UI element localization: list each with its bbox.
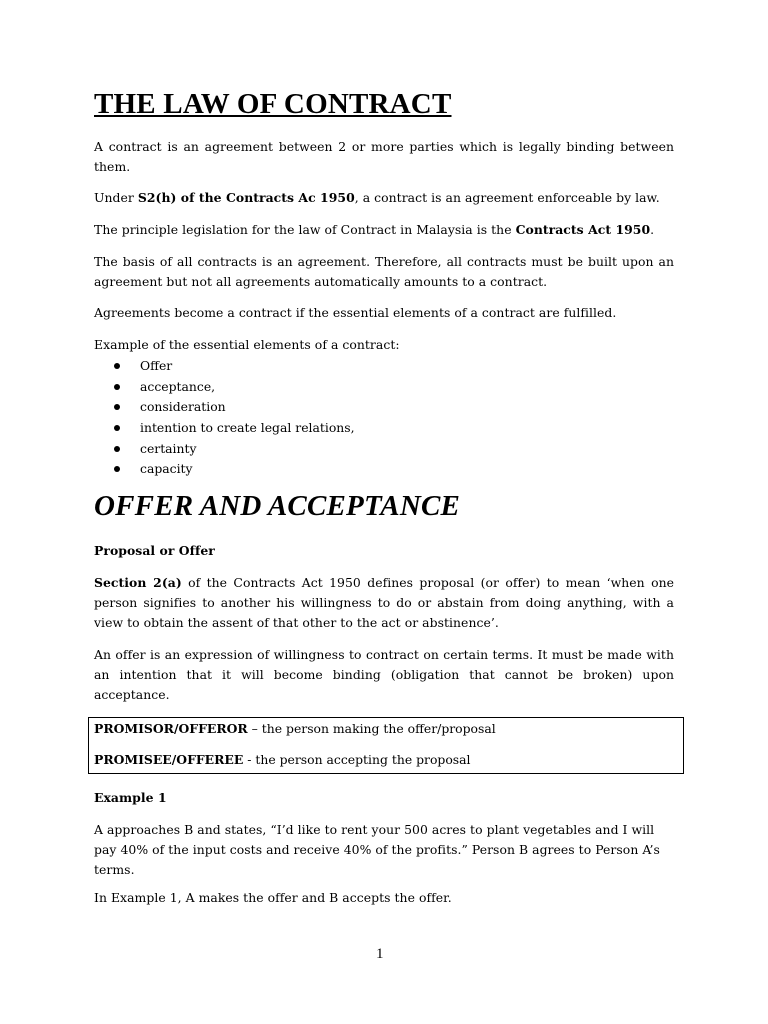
paragraph-s2h-bold: S2(h) of the Contracts Ac 1950 [137, 190, 355, 205]
list-item: consideration [94, 397, 355, 418]
bullet-icon [114, 404, 120, 410]
list-item: acceptance, [94, 377, 355, 398]
example-heading: Example 1 [94, 790, 167, 805]
paragraph-section-2a [94, 573, 674, 633]
list-item: Offer [94, 356, 355, 377]
paragraph-definition: A contract is an agreement between 2 or more parties which is legally binding between them. [94, 139, 674, 174]
bullet-icon [114, 363, 120, 369]
paragraph-section-2a-bold: Section 2(a) [94, 575, 182, 590]
bullet-icon [114, 384, 120, 390]
definitions-box [88, 717, 684, 774]
paragraph-legislation-pre: The principle legislation for the law of Contract in Malaysia is the [94, 222, 516, 237]
page-number: 1 [376, 946, 384, 962]
essential-elements-list [94, 356, 355, 480]
paragraph-elements-fulfilled: Agreements become a contract if the essential elements of a contract are fulfilled. [94, 305, 617, 320]
paragraph-legislation-bold: Contracts Act 1950 [515, 222, 651, 237]
paragraph-s2h-post: , a contract is an agreement enforceable by law. [354, 190, 660, 205]
paragraph-s2h [94, 188, 674, 208]
section-title: OFFER AND ACCEPTANCE [94, 490, 461, 522]
paragraph-offer-expression: An offer is an expression of willingness to contract on certain terms. It must be made with an intention that it will become binding (obligation that cannot be broken) upon acceptance. [94, 647, 674, 702]
bullet-icon [114, 446, 120, 452]
paragraph-basis: The basis of all contracts is an agreement. Therefore, all contracts must be built upon an agreement but not all agreements automatically amounts to a contract. [94, 254, 674, 289]
paragraph-legislation-post: . [650, 222, 655, 237]
definition-promisee: PROMISEE/OFFEREE - the person accepting the proposal [94, 752, 471, 767]
list-item: intention to create legal relations, [94, 418, 355, 439]
definition-promisor: PROMISOR/OFFEROR – the person making the offer/proposal [94, 721, 496, 736]
bullet-icon [114, 425, 120, 431]
paragraph-s2h-pre: Under [94, 190, 138, 205]
bullet-icon [114, 466, 120, 472]
list-intro: Example of the essential elements of a contract: [94, 337, 400, 352]
paragraph-legislation [94, 220, 674, 240]
list-item: capacity [94, 459, 355, 480]
example-conclusion: In Example 1, A makes the offer and B accepts the offer. [94, 890, 452, 905]
example-text: A approaches B and states, “I’d like to rent your 500 acres to plant vegetables and I will pay 40% of the input costs and receive 40% of the profits.” Person B agrees to Person A’s terms. [94, 822, 660, 877]
paragraph-section-2a-rest: of the Contracts Act 1950 defines proposal (or offer) to mean ‘when one person signifies to another his willingness to do or abstain from doing anything, with a view to obtain the assent of that other to the act or abstinence’. [94, 575, 674, 630]
subheading-proposal: Proposal or Offer [94, 543, 215, 558]
document-title: THE LAW OF CONTRACT [94, 88, 452, 120]
list-item: certainty [94, 439, 355, 460]
